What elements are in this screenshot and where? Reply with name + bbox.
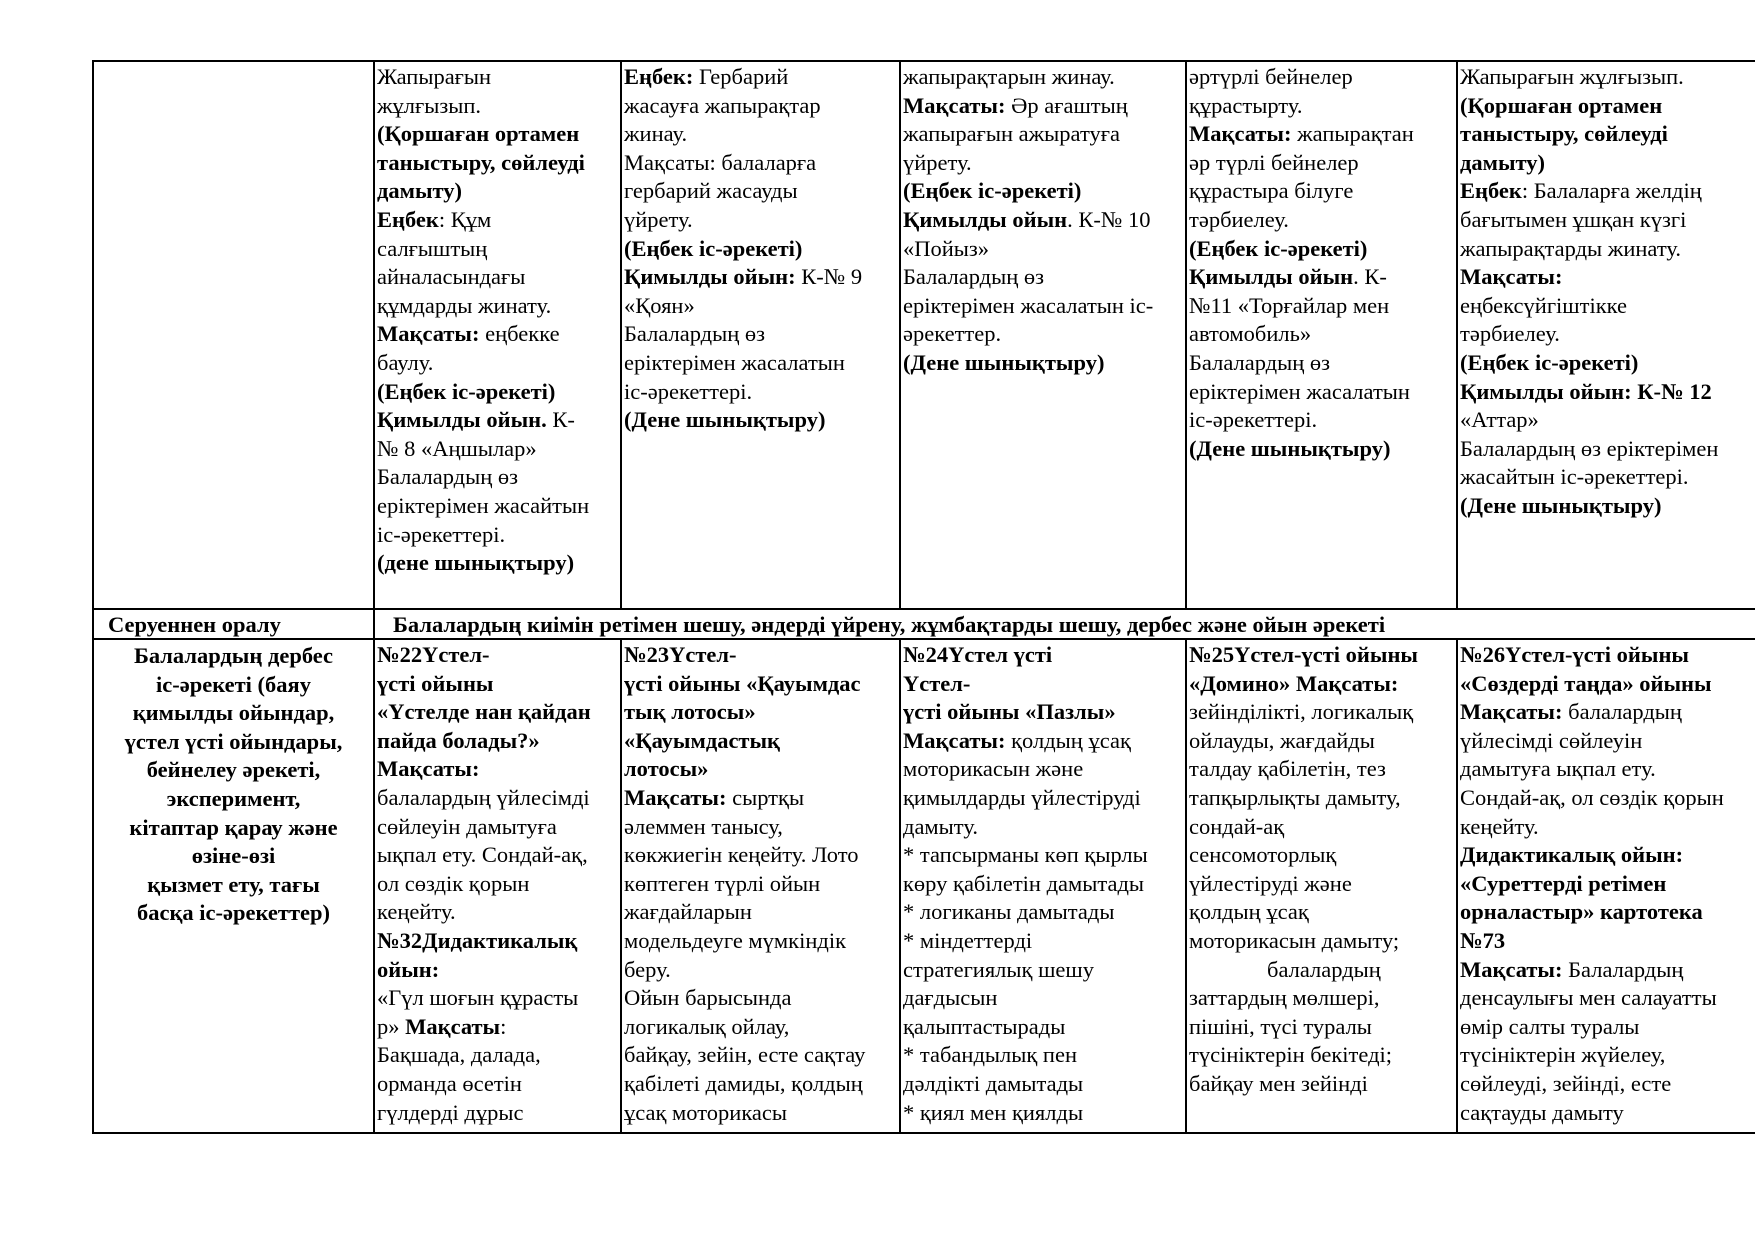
text: сыртқы (726, 784, 805, 810)
text-line: Сондай-ақ, ол сөздік қорын (1460, 784, 1724, 810)
text: Әр ағаштың (1005, 92, 1128, 118)
text-line: Балалардың өз (624, 321, 766, 347)
text: Гербарий (693, 64, 789, 89)
label-line: үстел үсті ойындары, (124, 728, 343, 754)
text-line: автомобиль» (1189, 321, 1312, 347)
text-line: «Қоян» (624, 292, 695, 318)
bold-text: Мақсаты: (903, 92, 1006, 118)
bold-text: Еңбек: (624, 64, 694, 89)
text-line: қабілеті дамиды, қолдың (624, 1070, 863, 1096)
text-line: Балалардың өз (1189, 349, 1331, 375)
cell-game-26 (1457, 639, 1755, 1133)
text-line: ойын: (377, 956, 440, 982)
bold-text: Мақсаты: (903, 727, 1006, 753)
bold-text: Қимылды ойын (1189, 264, 1354, 290)
text-line: сақтауды дамыту (1460, 1099, 1624, 1125)
text-line: денсаулығы мен салауатты (1460, 985, 1717, 1011)
text-line (1460, 956, 1755, 985)
text: Балалардың (1562, 956, 1684, 982)
text-line: көкжиегін кеңейту. Лото (624, 842, 859, 868)
schedule-table (92, 60, 1755, 1134)
text-line: * логиканы дамытады (903, 899, 1115, 925)
text-line: * тапсырманы көп қырлы (903, 842, 1148, 868)
text-line (1189, 120, 1454, 149)
text-line: талдау қабілетін, тез (1189, 756, 1386, 782)
text-line (1460, 177, 1755, 206)
text-line: үйлестіруді және (1189, 870, 1352, 896)
label-line: бейнелеу әрекеті, (146, 757, 321, 783)
text-line (1460, 698, 1755, 727)
text-line (624, 784, 897, 813)
text: жапырақтан (1291, 121, 1414, 147)
cell-day-3 (900, 61, 1186, 609)
text-line: (Қоршаған ортамен (377, 121, 580, 147)
text-line: ықпал ету. Сондай-ақ, (377, 842, 588, 868)
text-line: «Қауымдастық (624, 727, 781, 753)
text-line: «Сөздерді таңда» ойыны (1460, 670, 1712, 696)
cell-day-1 (374, 61, 621, 609)
text-line: балалардың (1267, 956, 1381, 982)
text-line: үсті ойыны «Қауымдас (624, 670, 861, 696)
text-line: Мақсаты: балаларға (624, 149, 817, 175)
text-line: іс-әрекеттері. (377, 521, 506, 547)
cell-day-5 (1457, 61, 1755, 609)
text-line: №73 (1460, 927, 1506, 953)
text-line: гербарий жасауды (624, 178, 798, 204)
label-line: эксперимент, (166, 785, 301, 811)
bold-text: Мақсаты: (1460, 956, 1563, 982)
label-line: іс-әрекеті (баяу (156, 671, 311, 697)
text-line: №24Үстел үсті (903, 642, 1053, 667)
text-line: түсініктерін жүйелеу, (1460, 1042, 1666, 1068)
text-line: таныстыру, сөйлеуді (1460, 121, 1668, 147)
text-line: үсті ойыны (377, 670, 494, 696)
text-line: үйрету. (903, 149, 972, 175)
text-line (1189, 263, 1454, 292)
text-line: №22Үстел- (377, 642, 490, 667)
bold-text: Мақсаты (405, 1013, 501, 1039)
text-line: салғыштың (377, 235, 488, 261)
cell-game-25 (1186, 639, 1457, 1133)
text: қолдың ұсақ (1005, 727, 1131, 753)
text-line: №26Үстел-үсті ойыны (1460, 642, 1689, 667)
text-line: еріктерімен жасайтын (377, 492, 590, 518)
text-line: ұсақ моторикасы (624, 1099, 788, 1125)
text-line: №11 «Торғайлар мен (1189, 292, 1390, 318)
text-line: «Гүл шоғын құрасты (377, 985, 579, 1011)
text-line: модельдеуге мүмкіндік (624, 927, 847, 953)
text-line: (Еңбек іс-әрекеті) (1460, 349, 1639, 375)
cell-game-23 (621, 639, 900, 1133)
text-line (377, 206, 618, 235)
text-line (377, 1013, 618, 1042)
text-line: жағдайларын (624, 899, 752, 925)
text-line: бағытымен ұшқан күзгі (1460, 206, 1687, 232)
text-line: Ойын барысында (624, 985, 792, 1011)
text-line: (Дене шынықтыру) (903, 349, 1105, 375)
bold-text: Еңбек (1460, 178, 1522, 204)
text-line: (Дене шынықтыру) (624, 407, 826, 433)
text-line: еңбексүйгіштікке (1460, 292, 1627, 318)
text-line: Мақсаты: (1460, 264, 1563, 290)
text-line: зейінділікті, логикалық (1189, 699, 1414, 725)
bold-text: Қимылды ойын. (377, 407, 547, 433)
text-line: айналасындағы (377, 264, 526, 290)
text-line: дамыту) (1460, 149, 1546, 175)
text-line: №23Үстел- (624, 642, 737, 667)
text-line: сөйлеуді, зейінді, есте (1460, 1070, 1672, 1096)
text-line: (Дене шынықтыру) (1189, 435, 1391, 461)
table-row-independent-activity (93, 639, 1755, 1133)
text-line: жұлғызып. (377, 92, 482, 118)
text: : Балаларға желдің (1521, 178, 1702, 204)
bold-text: Мақсаты: (1189, 121, 1292, 147)
bold-text: Мақсаты: (1460, 699, 1563, 725)
cell-return-from-walk-text: Балалардың киімін ретімен шешу, әндерді үйрену, жұмбақтарды шешу, дербес және ойын әрекеті (374, 609, 1755, 639)
text-line: баулу. (377, 349, 434, 375)
text-line: құмдарды жинату. (377, 292, 552, 318)
text-line: еріктерімен жасалатын (624, 349, 845, 375)
text: : Құм (438, 206, 492, 232)
text-line: өмір салты туралы (1460, 1013, 1640, 1039)
text-line: байқау мен зейінді (1189, 1070, 1368, 1096)
text-line: Қимылды ойын: К-№ 12 (1460, 378, 1712, 404)
text: . К- (1353, 264, 1387, 290)
text-line: №25Үстел-үсті ойыны (1189, 642, 1418, 667)
bold-text: Қимылды ойын (903, 206, 1068, 232)
text-line: құрастырту. (1189, 92, 1303, 118)
text-line: түсініктерін бекітеді; (1189, 1042, 1393, 1068)
text: К- (546, 407, 575, 433)
text: еңбекке (479, 321, 560, 347)
text-line: жасауға жапырақтар (624, 92, 821, 118)
text-line: тәрбиелеу. (1460, 321, 1560, 347)
text-line: заттардың мөлшері, (1189, 985, 1380, 1011)
table-row-walk-activities (93, 61, 1755, 609)
text-line: (Дене шынықтыру) (1460, 492, 1662, 518)
text-line: * қиял мен қиялды (903, 1099, 1084, 1125)
text-line: таныстыру, сөйлеуді (377, 149, 585, 175)
text-line: (Еңбек іс-әрекеті) (903, 178, 1082, 204)
text-line: * табандылық пен (903, 1042, 1077, 1068)
text-line: жинау. (624, 121, 688, 147)
text-line: пішіні, түсі туралы (1189, 1013, 1372, 1039)
text-line: «Суреттерді ретімен (1460, 870, 1667, 896)
bold-text: Мақсаты: (377, 321, 480, 347)
table-row-return-from-walk (93, 609, 1755, 639)
text-line: Мақсаты: (377, 756, 480, 782)
text-line: (Еңбек іс-әрекеті) (624, 235, 803, 261)
text-line: гүлдерді дұрыс (377, 1099, 524, 1125)
text-line: пайда болады?» (377, 727, 540, 753)
text-line: Жапырағын жұлғызып. (1460, 64, 1684, 89)
text-line: ойлауды, жағдайды (1189, 727, 1375, 753)
text-line: моторикасын және (903, 756, 1084, 782)
text-line: қалыптастырады (903, 1013, 1066, 1039)
label-line: Балалардың дербес (133, 643, 334, 668)
bold-text: Қимылды ойын: (624, 264, 796, 290)
text-line: сенсомоторлық (1189, 842, 1337, 868)
row-label-independent-activity (93, 639, 374, 1133)
text: р» (377, 1013, 406, 1039)
text-line: «Домино» Мақсаты: (1189, 670, 1399, 696)
text-line: әр түрлі бейнелер (1189, 149, 1359, 175)
cell-day-4 (1186, 61, 1457, 609)
text-line (624, 263, 897, 292)
text: К-№ 9 (795, 264, 863, 290)
text-line: көру қабілетін дамытады (903, 870, 1145, 896)
text-line (377, 406, 618, 435)
text-line (624, 63, 897, 92)
row-label-return-from-walk: Серуеннен оралу (93, 609, 374, 639)
text-line: балалардың үйлесімді (377, 784, 590, 810)
text-line: кеңейту. (1460, 813, 1539, 839)
text-line: № 8 «Аңшылар» (377, 435, 537, 461)
text-line: сөйлеуін дамытуға (377, 813, 557, 839)
text-line (903, 92, 1183, 121)
text-line: дағдысын (903, 985, 998, 1011)
text-line: беру. (624, 956, 671, 982)
bold-text: Еңбек (377, 206, 439, 232)
text-line: «Үстелде нан қайдан (377, 699, 591, 725)
text-line: «Пойыз» (903, 235, 990, 261)
text-line: жапырағын ажыратуға (903, 121, 1120, 147)
text-line: әртүрлі бейнелер (1189, 64, 1353, 89)
text-line: дамыту) (377, 178, 463, 204)
text-line: «Аттар» (1460, 407, 1539, 433)
text-line: еріктерімен жасалатын (1189, 378, 1410, 404)
text-line: ол сөздік қорын (377, 870, 530, 896)
text-line: орманда өсетін (377, 1070, 522, 1096)
text-line: қимылдарды үйлестіруді (903, 784, 1141, 810)
text-line: Бақшада, далада, (377, 1042, 541, 1068)
text: балалардың (1562, 699, 1682, 725)
label-line: өзіне-өзі (191, 843, 276, 869)
row-label-empty (93, 61, 374, 609)
text-line: моторикасын дамыту; (1189, 927, 1400, 953)
text-line: жапырақтарын жинау. (903, 64, 1115, 89)
label-line: қызмет ету, тағы (147, 871, 320, 897)
label-line: басқа іс-әрекеттер) (136, 900, 331, 926)
label-line: қимылды ойындар, (132, 700, 335, 726)
text-line: Дидактикалық ойын: (1460, 842, 1684, 868)
schedule-table-page (92, 60, 1734, 1141)
text-line: еріктерімен жасалатын іс- (903, 292, 1154, 318)
text-line: логикалық ойлау, (624, 1013, 790, 1039)
text-line: іс-әрекеттері. (1189, 407, 1318, 433)
text-line: тапқырлықты дамыту, (1189, 784, 1401, 810)
text-line: дәлдікті дамытады (903, 1070, 1084, 1096)
text-line: (Еңбек іс-әрекеті) (377, 378, 556, 404)
text-line: үйрету. (624, 206, 693, 232)
cell-game-24 (900, 639, 1186, 1133)
text-line: байқау, зейін, есте сақтау (624, 1042, 866, 1068)
text-line: әлеммен танысу, (624, 813, 783, 839)
text-line: дамытуға ықпал ету. (1460, 756, 1656, 782)
text-line: көптеген түрлі ойын (624, 870, 821, 896)
text-line: қолдың ұсақ (1189, 899, 1309, 925)
text-line: * міндеттерді (903, 927, 1033, 953)
text-line: әрекеттер. (903, 321, 1002, 347)
text-line: (Еңбек іс-әрекеті) (1189, 235, 1368, 261)
text-line: үйлесімді сөйлеуін (1460, 727, 1643, 753)
text-line: сондай-ақ (1189, 813, 1285, 839)
text-line: Балалардың өз еріктерімен (1460, 435, 1719, 461)
text-line: (дене шынықтыру) (377, 550, 575, 576)
bold-text: Мақсаты: (624, 784, 727, 810)
text-line: Жапырағын (377, 64, 492, 89)
cell-game-22 (374, 639, 621, 1133)
text-line: үсті ойыны «Пазлы» (903, 699, 1116, 725)
text-line: Балалардың өз (377, 464, 519, 490)
text-line: жапырақтарды жинату. (1460, 235, 1681, 261)
text-line (377, 320, 618, 349)
text-line: (Қоршаған ортамен (1460, 92, 1663, 118)
text-line: іс-әрекеттері. (624, 378, 753, 404)
text-line: жасайтын іс-әрекеттері. (1460, 464, 1689, 490)
text: . К-№ 10 (1067, 206, 1151, 232)
text-line: Балалардың өз (903, 264, 1045, 290)
text-line (903, 206, 1183, 235)
text-line: дамыту. (903, 813, 978, 839)
text-line: Үстел- (903, 670, 971, 696)
text-line: №32Дидактикалық (377, 927, 578, 953)
text-line: орналастыр» картотека (1460, 899, 1703, 925)
text-line: құрастыра білуге (1189, 178, 1354, 204)
text-line: тық лотосы» (624, 699, 756, 725)
text-line: стратегиялық шешу (903, 956, 1094, 982)
text-line: кеңейту. (377, 899, 456, 925)
text: : (500, 1013, 507, 1039)
text-line: лотосы» (624, 756, 709, 782)
text-line (903, 727, 1183, 756)
cell-day-2 (621, 61, 900, 609)
label-line: кітаптар қарау және (129, 814, 338, 840)
text-line: тәрбиелеу. (1189, 206, 1289, 232)
